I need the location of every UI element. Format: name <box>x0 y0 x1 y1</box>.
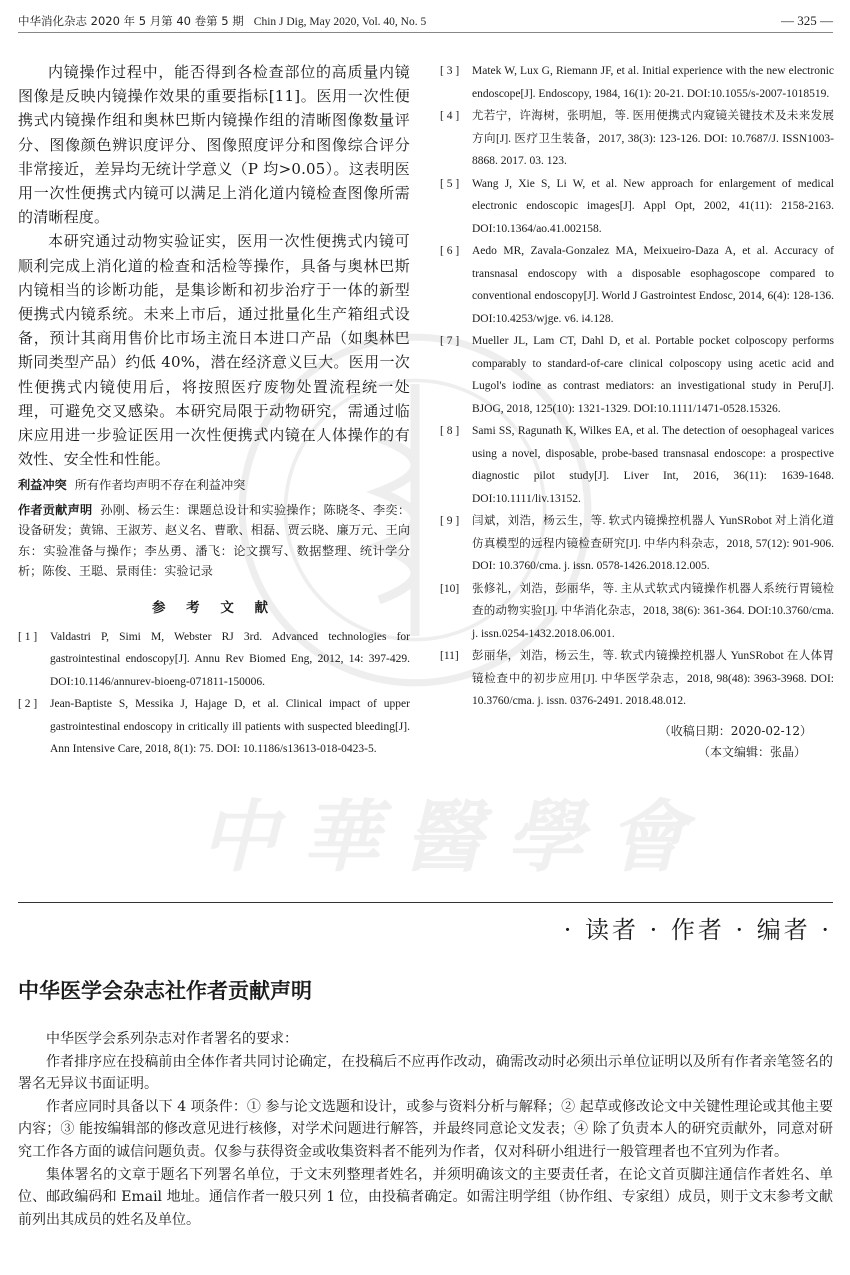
reference-number: [ 4 ] <box>440 110 460 122</box>
reference-item <box>440 240 834 330</box>
column-section-tag: · 读者 · 作者 · 编者 · <box>563 916 832 944</box>
reference-number: [ 6 ] <box>440 245 460 257</box>
reference-text: Mueller JL, Lam CT, Dahl D, et al. Portable pocket colposcopy performs comparably to standard-of-care clinical colposcopy using acetic acid and Lugol's iodine as contrast mediators: an investigational study in Peru[J]. BJOG, 2018, 125(10): 1321-1329. DOI:10.1111/1471-0528.15326. <box>472 335 834 415</box>
reference-item <box>440 105 834 173</box>
journal-en: Chin J Dig, May 2020, Vol. 40, No. 5 <box>253 16 427 28</box>
reference-item <box>18 626 410 694</box>
reference-text: Matek W, Lux G, Riemann JF, et al. Initial experience with the new electronic endoscope[J]. Endoscopy, 1984, 16(1): 20-21. DOI:10.1055/s-2007-1018519. <box>472 65 834 100</box>
conflict-of-interest <box>18 475 410 496</box>
reference-item <box>440 645 834 713</box>
author-contributions <box>18 500 410 582</box>
running-header <box>18 10 833 33</box>
notice-paragraph: 作者应同时具备以下 4 项条件：① 参与论文选题和设计，或参与资料分析与解释；② 起草或修改论文中关键性理论或其他主要内容；③ 能按编辑部的修改意见进行核修，对学术问题进行解答，并最终同意论文发表；④ 除了负责本人的研究贡献外，同意对研究工作各方面的诚信问题负责。仅参与获得资金或收集资料者不能列为作者，仅对科研小组进行一般管理者也不宜列为作者。 <box>18 1098 833 1160</box>
left-column <box>18 60 410 761</box>
contrib-label: 作者贡献声明 <box>18 502 93 517</box>
reference-number: [ 9 ] <box>440 515 460 527</box>
notice-paragraph: 作者排序应在投稿前由全体作者共同讨论确定，在投稿后不应再作改动，确需改动时必须出示单位证明以及所有作者亲笔签名的署名无异议书面证明。 <box>18 1053 833 1093</box>
section-divider <box>18 902 833 903</box>
reference-text: 尤若宁，许海树，张明旭，等. 医用便携式内窥镜关键技术及未来发展方向[J]. 医疗卫生装备，2017, 38(3): 123-126. DOI: 10.7687/J. ISSN1003-8868. 2017. 03. 123. <box>472 110 834 167</box>
notice-title: 中华医学会杂志社作者贡献声明 <box>18 979 312 1003</box>
received-date: （收稿日期：2020-02-12） <box>658 723 812 738</box>
reference-text: Jean-Baptiste S, Messika J, Hajage D, et al. Clinical impact of upper gastrointestinal endoscopy in critically ill patients with suspected bleeding[J]. Ann Intensive Care, 2018, 8(1): 75. DOI: 10.1186/s13613-018-0423-5. <box>50 698 410 756</box>
reference-number: [ 5 ] <box>440 177 460 190</box>
notice-paragraph: 集体署名的文章于题名下列署名单位，于文末列整理者姓名，并须明确该文的主要责任者，在论文首页脚注通信作者姓名、单位、邮政编码和 Email 地址。通信作者一般只列 1 位，由投稿者确定。如需注明学组（协作组、专家组）成员，则于文末参考文献前列出其成员的姓名及单位。 <box>18 1166 833 1228</box>
article-editor: （本文编辑：张晶） <box>697 744 806 759</box>
reference-text: 彭丽华，刘浩，杨云生，等. 软式内镜操控机器人 YunSRobot 在人体胃镜检查中的初步应用[J]. 中华医学杂志，2018, 98(48): 3963-3968. DOI: 10.3760/cma. j. issn. 0376-2491. 2018.48.012. <box>472 650 834 707</box>
journal-cn: 中华消化杂志 2020 年 5 月第 40 卷第 5 期 <box>18 14 244 28</box>
reference-item <box>440 510 834 578</box>
page-number: — 325 — <box>781 13 833 28</box>
conflict-label: 利益冲突 <box>18 478 67 493</box>
references-title: 参 考 文 献 <box>151 599 277 616</box>
reference-item <box>440 60 834 105</box>
journal-info <box>18 10 426 33</box>
reference-number: [ 1 ] <box>18 630 38 643</box>
contrib-text: 孙刚、杨云生：课题总设计和实验操作；陈晓冬、李奕：设备研发；黄锦、王淑芳、赵义名、曹歌、相磊、贾云晓、廉万元、王向东：实验准备与操作；李丛勇、潘飞：论文撰写、数据整理、统计学分析；陈俊、王聪、景雨佳：实验记录 <box>18 502 411 579</box>
notice-paragraph: 中华医学会系列杂志对作者署名的要求： <box>46 1031 298 1047</box>
reference-item <box>440 578 834 646</box>
reference-text: Sami SS, Ragunath K, Wilkes EA, et al. The detection of oesophageal varices using a novel, disposable, probe-based transnasal endoscope: a prospective diagnostic pilot study[J]. Liver Int, 2016, 36(11): 1639-1648. DOI:10.1111/liv.13152. <box>472 425 834 505</box>
right-column <box>440 60 834 763</box>
chinese-calligraphy-watermark: 中華醫學會 <box>200 792 711 883</box>
references-list-left <box>18 626 410 761</box>
reference-item <box>440 330 834 420</box>
reference-text: Aedo MR, Zavala-Gonzalez MA, Meixueiro-Daza A, et al. Accuracy of transnasal endoscopy with a disposable esophagoscope compared to conventional endoscopy[J]. World J Gastrointest Endosc, 2014, 6(4): 128-136. DOI:10.4253/wjge. v6. i4.128. <box>472 245 834 325</box>
reference-item <box>440 420 834 510</box>
reference-number: [11] <box>440 650 459 662</box>
reference-item <box>18 693 410 761</box>
notice-body <box>18 1028 833 1231</box>
body-paragraph-2: 本研究通过动物实验证实，医用一次性便携式内镜可顺利完成上消化道的检查和活检等操作，具备与奥林巴斯内镜相当的诊断功能，是集诊断和初步治疗于一体的新型便携式内镜系统。未来上市后，通过批量化生产箱组式设备，预计其商用售价比市场主流日本进口产品（如奥林巴斯同类型产品）约低 40%，潜在经济意义巨大。医用一次性便携式内镜使用后，将按照医疗废物处置流程统一处理，可避免交叉感染。本研究局限于动物研究，需通过临床应用进一步验证医用一次性便携式内镜在人体操作的有效性、安全性和性能。 <box>18 232 410 469</box>
reference-number: [10] <box>440 582 460 595</box>
reference-number: [ 2 ] <box>18 698 38 711</box>
body-paragraph-1: 内镜操作过程中，能否得到各检查部位的高质量内镜图像是反映内镜操作效果的重要指标[11]。医用一次性便携式内镜操作组和奥林巴斯内镜操作组的清晰图像数量评分、图像颜色辨识度评分、图像照度评分和图像综合评分非常接近，差异均无统计学意义（P 均>0.05）。这表明医用一次性便携式内镜可以满足上消化道内镜检查图像所需的清晰程度。 <box>18 63 410 227</box>
conflict-text: 所有作者均声明不存在利益冲突 <box>74 478 246 493</box>
reference-number: [ 8 ] <box>440 425 460 437</box>
reference-number: [ 7 ] <box>440 335 460 347</box>
reference-text: Valdastri P, Simi M, Webster RJ 3rd. Advanced technologies for gastrointestinal endoscopy[J]. Annu Rev Biomed Eng, 2012, 14: 397-429. DOI:10.1146/annurev-bioeng-071811-150006. <box>50 630 410 688</box>
reference-text: 闫斌，刘浩，杨云生，等. 软式内镜操控机器人 YunSRobot 对上消化道仿真模型的远程内镜检查研究[J]. 中华内科杂志，2018, 57(12): 901-906. DOI: 10.3760/cma. j. issn. 0578-1426.2018.12.005. <box>472 515 834 572</box>
reference-item <box>440 173 834 241</box>
reference-text: 张修礼，刘浩，彭丽华，等. 主从式软式内镜操作机器人系统行胃镜检查的动物实验[J]. 中华消化杂志，2018, 38(6): 361-364. DOI:10.3760/cma. j. issn.0254-1432.2018.06.001. <box>472 582 834 640</box>
reference-text: Wang J, Xie S, Li W, et al. New approach for enlargement of medical electronic endoscopic images[J]. Appl Opt, 2002, 41(11): 2158-2163. DOI:10.1364/ao.41.002158. <box>472 177 834 235</box>
reference-number: [ 3 ] <box>440 65 460 77</box>
